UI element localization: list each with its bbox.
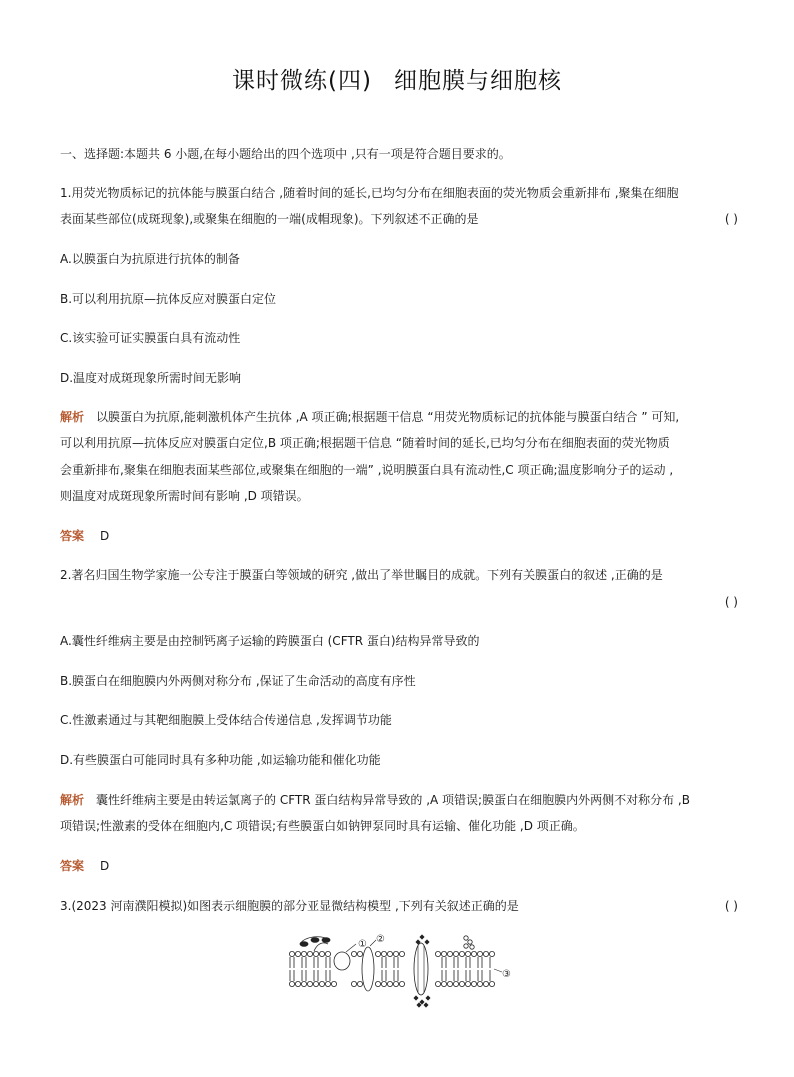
q2-answer <box>60 859 740 874</box>
q1-explanation-text1: 以膜蛋白为抗原,能刺激机体产生抗体 ,A 项正确;根据题干信息 “用荧光物质标记的抗体能与膜蛋白结合 ” 可知, <box>96 410 680 424</box>
q1-option-c: C.该实验可证实膜蛋白具有流动性 <box>60 331 241 345</box>
page-title <box>0 62 794 95</box>
q1-answer-blank: ( ) <box>724 212 738 226</box>
q2-answer-value: D <box>100 859 110 873</box>
q1-answer <box>60 529 740 544</box>
q2-answer-blank: ( ) <box>724 595 738 609</box>
q2-explanation-line2: 项错误;性激素的受体在细胞内,C 项错误;有些膜蛋白如钠钾泵同时具有运输、催化功能 ,D 项正确。 <box>60 819 585 833</box>
q1-explanation-line4: 则温度对成斑现象所需时间有影响 ,D 项错误。 <box>60 489 309 503</box>
title-right: 细胞膜与细胞核 <box>393 68 562 94</box>
q2-stem: 2.著名归国生物学家施一公专注于膜蛋白等领域的研究 ,做出了举世瞩目的成就。下列有关膜蛋白的叙述 ,正确的是 <box>60 568 663 582</box>
q2-option-d: D.有些膜蛋白可能同时具有多种功能 ,如运输功能和催化功能 <box>60 753 381 767</box>
title-left: 课时微练(四) <box>232 68 372 94</box>
explanation-label: 解析 <box>60 793 85 807</box>
q2-option-b: B.膜蛋白在细胞膜内外两侧对称分布 ,保证了生命活动的高度有序性 <box>60 674 416 688</box>
q1-explanation-line2: 可以利用抗原—抗体反应对膜蛋白定位,B 项正确;根据题干信息 “随着时间的延长,已均匀分布在细胞表面的荧光物质 <box>60 436 670 450</box>
peripheral-protein <box>334 952 350 970</box>
figure-marker-1: ① <box>358 939 367 950</box>
q1-answer-value: D <box>100 529 110 543</box>
q2-explanation-line1 <box>60 793 740 808</box>
membrane-structure-figure <box>284 932 514 1008</box>
q1-stem-line1: 1.用荧光物质标记的抗体能与膜蛋白结合 ,随着时间的延长,已均匀分布在细胞表面的荧光物质会重新排布 ,聚集在细胞 <box>60 186 679 200</box>
phospholipid-heads-bottom <box>289 981 494 986</box>
phospholipid-heads-top <box>289 951 494 956</box>
q2-option-a: A.囊性纤维病主要是由控制钙离子运输的跨膜蛋白 (CFTR 蛋白)结构异常导致的 <box>60 634 480 648</box>
q1-option-d: D.温度对成斑现象所需时间无影响 <box>60 371 242 385</box>
q1-option-b: B.可以利用抗原—抗体反应对膜蛋白定位 <box>60 292 277 306</box>
q1-stem-line2: 表面某些部位(成斑现象),或聚集在细胞的一端(成帽现象)。下列叙述不正确的是 <box>60 212 479 226</box>
q2-option-c: C.性激素通过与其靶细胞膜上受体结合传递信息 ,发挥调节功能 <box>60 713 392 727</box>
q3-answer-blank: ( ) <box>724 899 738 913</box>
figure-marker-3: ③ <box>502 969 511 980</box>
answer-label: 答案 <box>60 859 85 873</box>
section-header: 一、选择题:本题共 6 小题,在每小题给出的四个选项中 ,只有一项是符合题目要求的。 <box>60 147 511 161</box>
q1-explanation-line3: 会重新排布,聚集在细胞表面某些部位,或聚集在细胞的一端” ,说明膜蛋白具有流动性,C 项正确;温度影响分子的运动 , <box>60 463 674 477</box>
transmembrane-protein-left <box>362 947 374 991</box>
explanation-label: 解析 <box>60 410 85 424</box>
q1-option-a: A.以膜蛋白为抗原进行抗体的制备 <box>60 252 240 266</box>
figure-marker-2: ② <box>376 934 385 945</box>
transmembrane-protein-right <box>414 943 428 995</box>
q1-explanation-line1 <box>60 410 740 425</box>
answer-label: 答案 <box>60 529 85 543</box>
q3-stem: 3.(2023 河南濮阳模拟)如图表示细胞膜的部分亚显微结构模型 ,下列有关叙述正确的是 <box>60 899 519 913</box>
q2-explanation-text1: 囊性纤维病主要是由转运氯离子的 CFTR 蛋白结构异常导致的 ,A 项错误;膜蛋白在细胞膜内外两侧不对称分布 ,B <box>96 793 690 807</box>
